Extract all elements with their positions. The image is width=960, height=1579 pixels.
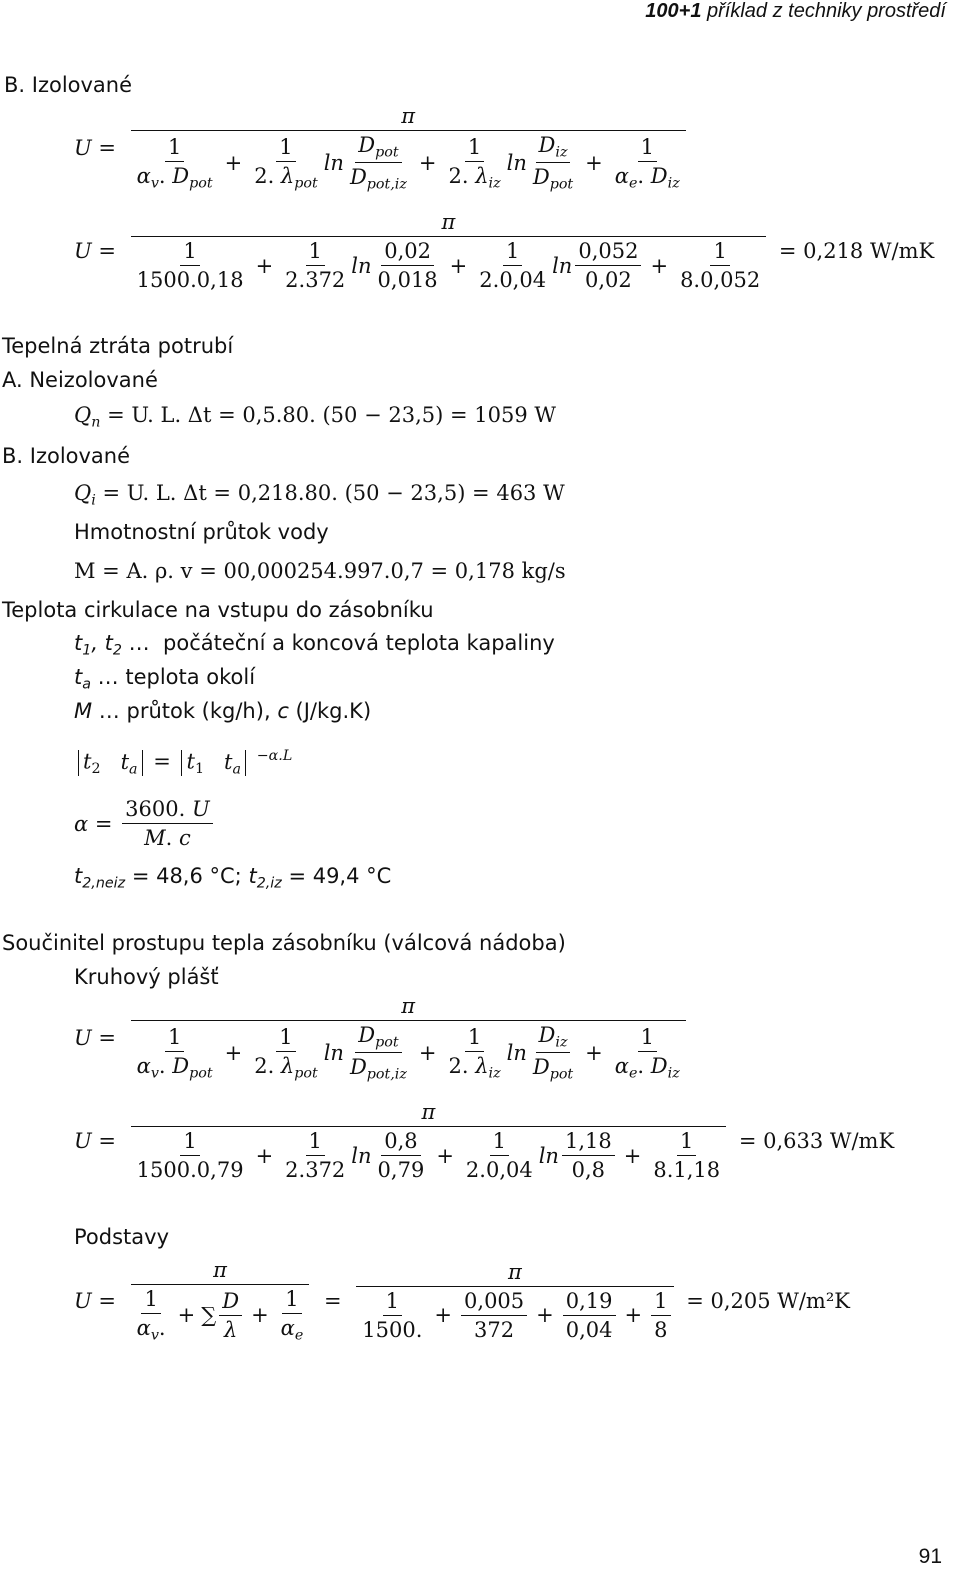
section-shell: Kruhový plášť	[74, 965, 219, 989]
formula-qn-body: = U. L. Δt = 0,5.80. (50 − 23,5) = 1059 W	[107, 403, 556, 427]
definition-t1-t2: $t_1$, $t_2$ … počáteční a koncová teplota kapaliny	[74, 631, 555, 659]
definition-t1-t2-text: počáteční a koncová teplota kapaliny	[163, 631, 555, 655]
formula-u-bases: U = π $\frac{1}{\alpha_v.}$ + ∑ $\frac{D}{\lambda}$ + $\frac{1}{\alpha_e}$ = π $\frac{1}{1500.}$ + $\frac{0,005}{372}$ + $\frac{0,19}{0,04}$ + $\frac{1}{8}$ = 0,205 W/m²K	[74, 1258, 850, 1344]
section-heat-loss: Tepelná ztráta potrubí	[2, 334, 234, 358]
formula-u-general-1: U = π $\frac{1}{\alpha_v. D_{pot}}$ + $\frac{1}{2. \lambda_{pot}}$ ln $\frac{D_{pot}}{D_{pot,iz}}$ + $\frac{1}{2. \lambda_{iz}}$ ln $\frac{D_{iz}}{D_{pot}}$ + $\frac{1}{\alpha_e. D_{iz}}$	[74, 104, 686, 193]
u-shell-result: = 0,633 W/mK	[738, 1129, 895, 1153]
section-isolated-b2: B. Izolované	[2, 444, 131, 468]
section-circulation-temp: Teplota cirkulace na vstupu do zásobníku	[2, 598, 434, 622]
formula-u-general-2: U = π $\frac{1}{\alpha_v. D_{pot}}$ + $\frac{1}{2. \lambda_{pot}}$ ln $\frac{D_{pot}}{D_{pot,iz}}$ + $\frac{1}{2. \lambda_{iz}}$ ln $\frac{D_{iz}}{D_{pot}}$ + $\frac{1}{\alpha_e. D_{iz}}$	[74, 994, 686, 1083]
u-isolated-result: = 0,218 W/mK	[778, 239, 935, 263]
definition-ta: $t_a$ … teplota okolí	[74, 665, 256, 693]
formula-mass-flow: M = A. ρ. v = 00,000254.997.0,7 = 0,178 kg/s	[74, 559, 566, 583]
formula-temperature-decay: $t_2$ $t_a = t_1$ $t_a$ $^{-\alpha.L}$	[74, 748, 292, 777]
formula-qn: $Q_n = U$. L. Δt = 0,5.80. (50 − 23,5) = 1059 W	[74, 403, 556, 431]
formula-qi-body: = U. L. Δt = 0,218.80. (50 − 23,5) = 463 W	[102, 481, 565, 505]
result-t2-neiz: = 48,6 °C;	[131, 864, 242, 888]
result-temperatures: $t_{2,neiz} = 48,6$ °C; $t_{2,iz} = 49,4$ °C	[74, 864, 392, 892]
definition-ta-text: teplota okolí	[125, 665, 256, 689]
definition-m-text: průtok (kg/h),	[126, 699, 271, 723]
header-title-bold: 100+1	[645, 0, 702, 22]
page-header	[645, 0, 946, 23]
section-mass-flow: Hmotnostní průtok vody	[74, 520, 329, 544]
page-number: 91	[918, 1545, 942, 1568]
definition-m-c: M … průtok (kg/h), c (J/kg.K)	[74, 699, 372, 723]
u-bases-result: = 0,205 W/m²K	[686, 1288, 850, 1313]
section-non-isolated-a: A. Neizolované	[2, 368, 158, 392]
section-tank-coefficient: Součinitel prostupu tepla zásobníku (válcová nádoba)	[2, 931, 566, 955]
header-title-rest: příklad z techniky prostředí	[701, 0, 946, 22]
definition-c-text: (J/kg.K)	[295, 699, 372, 723]
formula-u-shell-numeric: U = π $\frac{1}{1500.0,79}$ + $\frac{1}{2.372}$ ln $\frac{0,8}{0,79}$ + $\frac{1}{2.0,04}$ ln $\frac{1,18}{0,8}$ + $\frac{1}{8.1,18}$ = 0,633 W/mK	[74, 1100, 895, 1182]
section-isolated-b: B. Izolované	[4, 73, 133, 97]
formula-u-isolated-numeric: U = π $\frac{1}{1500.0,18}$ + $\frac{1}{2.372}$ ln $\frac{0,02}{0,018}$ + $\frac{1}{2.0,04}$ ln $\frac{0,052}{0,02}$ + $\frac{1}{8.0,052}$ = 0,218 W/mK	[74, 210, 935, 292]
formula-alpha: α = $\frac{3600. U}{M. c}$	[74, 797, 216, 850]
section-bases: Podstavy	[74, 1225, 169, 1249]
formula-qi: $Q_i = U$. L. Δt = 0,218.80. (50 − 23,5) = 463 W	[74, 481, 565, 509]
result-t2-iz: = 49,4 °C	[288, 864, 392, 888]
